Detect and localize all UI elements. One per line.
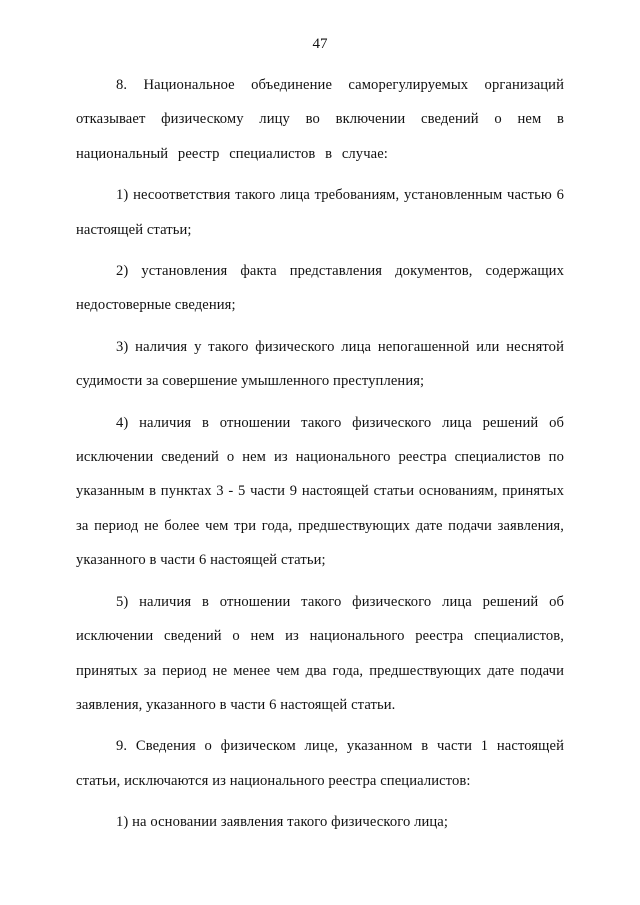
paragraph-9: 9. Сведения о физическом лице, указанном в части 1 настоящей статьи, исключаются из национального реестра специалистов:	[76, 738, 564, 789]
page-number: 47	[312, 36, 328, 52]
paragraph-8-item-3: 3) наличия у такого физического лица непогашенной или неснятой судимости за совершение умышленного преступления;	[76, 338, 564, 390]
document-body	[76, 68, 564, 847]
paragraph-8-item-2: 2) установления факта представления документов, содержащих недостоверные сведения;	[76, 263, 564, 314]
paragraph-9-item-1: 1) на основании заявления такого физического лица;	[116, 814, 449, 831]
paragraph-8: 8. Национальное объединение саморегулируемых организаций отказывает физическому лицу во включении сведений о нем в национальный реестр специалистов в случае:	[76, 77, 564, 162]
paragraph-8-item-4: 4) наличия в отношении такого физического лица решений об исключении сведений о нем из национального реестра специалистов по указанным в пунктах 3 - 5 части 9 настоящей статьи основаниям, принятых за период не более чем три года, предшествующих дате подачи заявления, указанного в части 6 настоящей статьи;	[76, 414, 564, 569]
paragraph-8-item-5: 5) наличия в отношении такого физического лица решений об исключении сведений о нем из национального реестра специалистов, принятых за период не менее чем два года, предшествующих дате подачи заявления, указанного в части 6 настоящей статьи.	[76, 593, 564, 713]
paragraph-8-item-1: 1) несоответствия такого лица требованиям, установленным частью 6 настоящей статьи;	[76, 187, 564, 238]
